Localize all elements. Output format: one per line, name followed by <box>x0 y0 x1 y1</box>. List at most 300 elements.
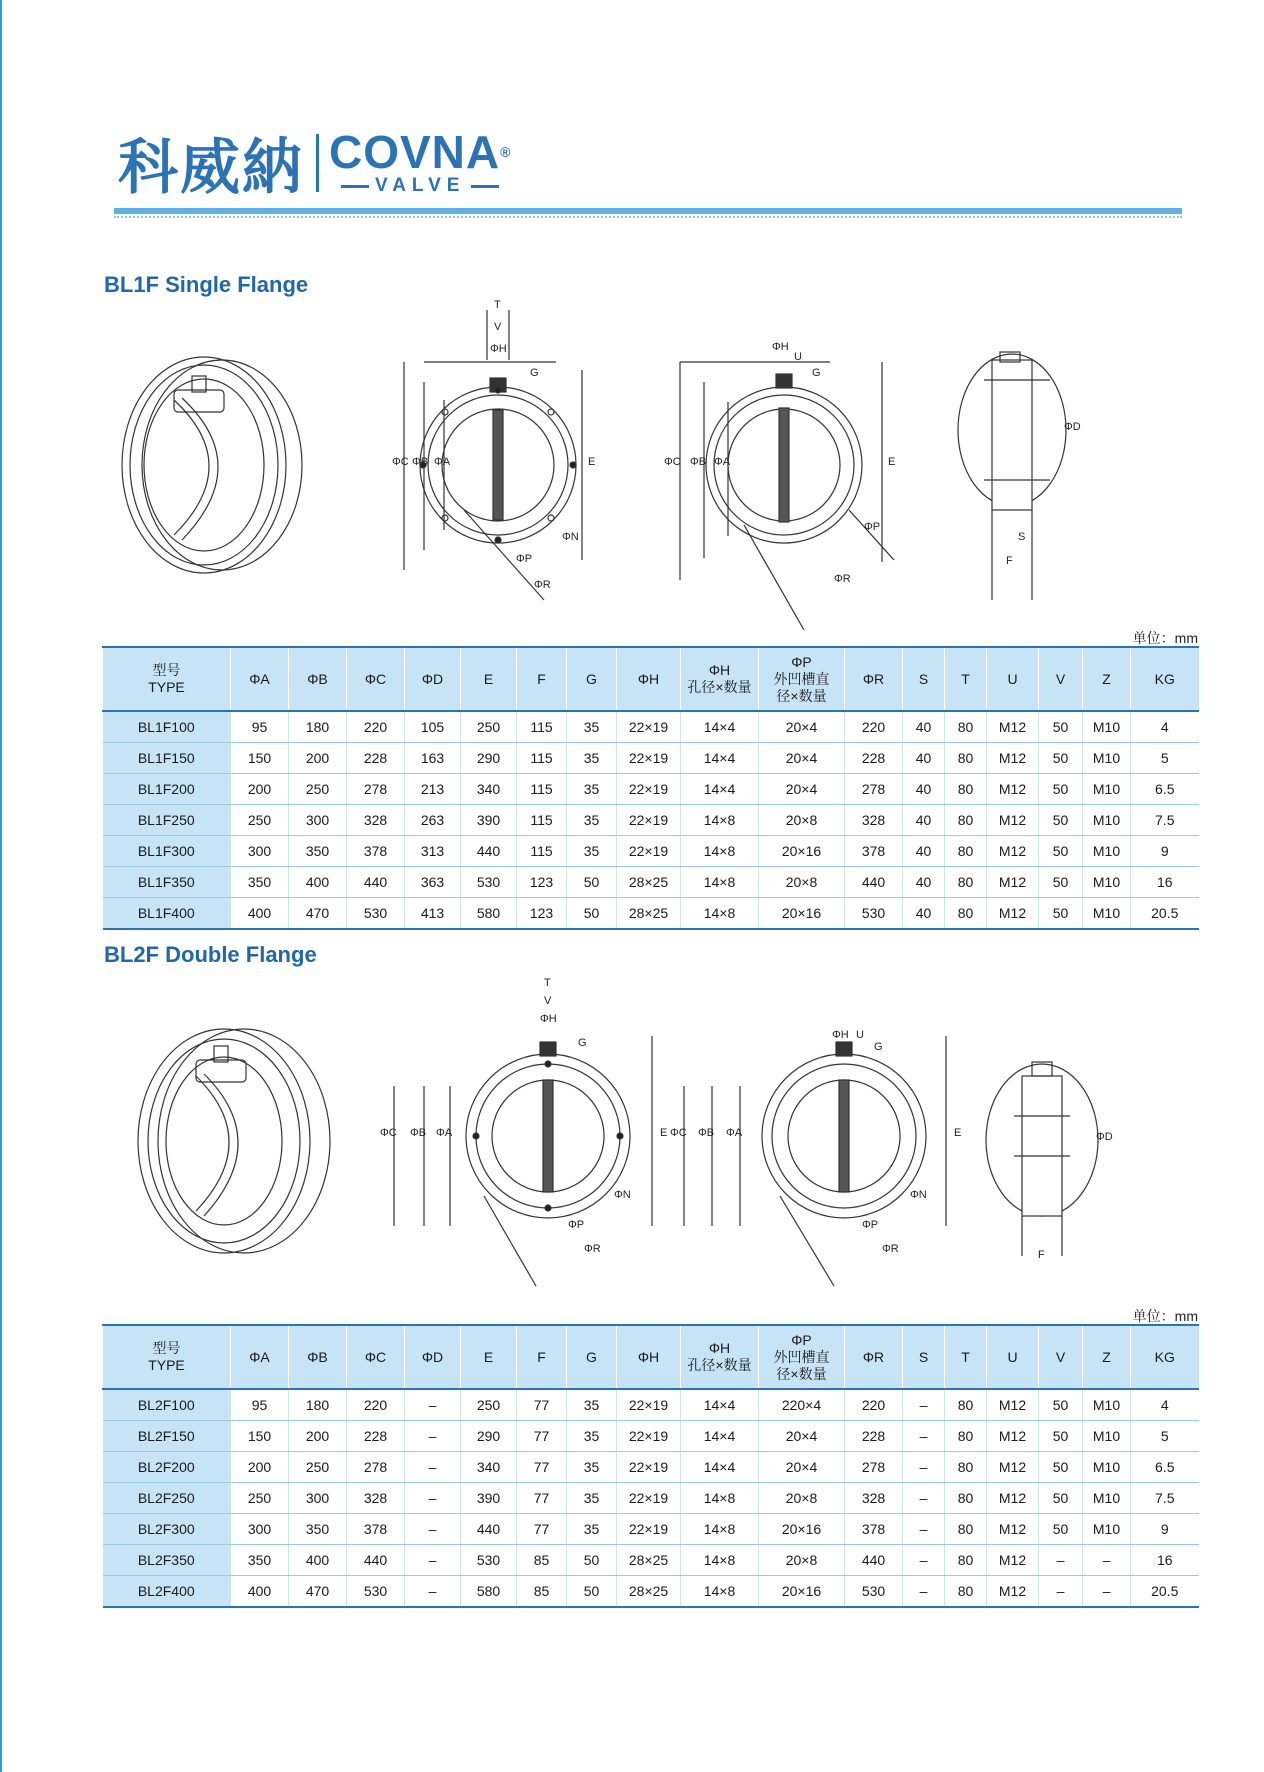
table-cell: 14×8 <box>681 836 759 867</box>
table-cell: M12 <box>987 1452 1039 1483</box>
label-e-2f-2: E <box>954 1127 962 1139</box>
table-row <box>103 1483 1199 1514</box>
table-cell: 105 <box>405 711 461 743</box>
table-cell: 14×4 <box>681 774 759 805</box>
table-cell: 180 <box>289 1389 347 1421</box>
table-cell: 263 <box>405 805 461 836</box>
table-cell: 80 <box>945 1483 987 1514</box>
table-row <box>103 711 1199 743</box>
table-cell: 16 <box>1131 1545 1199 1576</box>
table-cell: 530 <box>845 898 903 930</box>
table-cell: 530 <box>347 1576 405 1608</box>
column-header: ΦH <box>617 647 681 711</box>
table-cell: 340 <box>461 774 517 805</box>
label-f: F <box>1006 555 1013 567</box>
table-cell: 28×25 <box>617 1545 681 1576</box>
table-cell: 22×19 <box>617 805 681 836</box>
table-cell: 20×4 <box>759 1452 845 1483</box>
table-cell: 14×8 <box>681 898 759 930</box>
label-phi-p-2: ΦP <box>864 521 881 533</box>
label-phi-b: ΦB <box>412 456 429 468</box>
table-cell: 180 <box>289 711 347 743</box>
table-cell: – <box>903 1483 945 1514</box>
table-cell: 50 <box>1039 1514 1083 1545</box>
table-cell: – <box>1083 1545 1131 1576</box>
table-cell: 200 <box>289 743 347 774</box>
table-cell: 328 <box>347 805 405 836</box>
table-cell: 50 <box>1039 711 1083 743</box>
label-phi-p-2f-2: ΦP <box>862 1219 879 1231</box>
table-cell: 80 <box>945 898 987 930</box>
table-cell: 400 <box>289 1545 347 1576</box>
table-cell: 80 <box>945 836 987 867</box>
table-cell: M10 <box>1083 774 1131 805</box>
column-header: ΦD <box>405 1325 461 1389</box>
table-cell: 115 <box>517 743 567 774</box>
table-cell: 220 <box>347 1389 405 1421</box>
bl1f-isometric-view <box>122 357 302 573</box>
table-cell: – <box>405 1545 461 1576</box>
table-row <box>103 1514 1199 1545</box>
table-cell: 228 <box>845 743 903 774</box>
table-row <box>103 1576 1199 1608</box>
label-phi-c: ΦC <box>392 456 409 468</box>
column-header: ΦC <box>347 647 405 711</box>
table-cell: 14×4 <box>681 1421 759 1452</box>
table-cell: 40 <box>903 711 945 743</box>
table-cell: 40 <box>903 774 945 805</box>
label-phi-n: ΦN <box>562 531 579 543</box>
label-u: U <box>794 351 802 363</box>
table-cell: 35 <box>567 711 617 743</box>
bl2f-spec-table <box>102 1324 1199 1608</box>
brand-logo <box>118 126 512 203</box>
column-header: ΦP 外凹槽直 径×数量 <box>759 1325 845 1389</box>
table-cell: 14×4 <box>681 711 759 743</box>
table-cell: 50 <box>567 867 617 898</box>
table-cell: 200 <box>289 1421 347 1452</box>
table-cell: 440 <box>347 867 405 898</box>
table-cell: 6.5 <box>1131 1452 1199 1483</box>
table-cell: 20×8 <box>759 1483 845 1514</box>
column-header: KG <box>1131 1325 1199 1389</box>
table-cell: M10 <box>1083 898 1131 930</box>
table-cell: 77 <box>517 1421 567 1452</box>
table-cell: 40 <box>903 805 945 836</box>
table-cell: 213 <box>405 774 461 805</box>
table-cell: – <box>903 1421 945 1452</box>
table-cell: – <box>903 1389 945 1421</box>
column-header: E <box>461 647 517 711</box>
model-cell: BL2F250 <box>103 1483 231 1514</box>
table-cell: 378 <box>845 836 903 867</box>
bl2f-table-body <box>103 1389 1199 1607</box>
label-phi-n-2f-2: ΦN <box>910 1189 927 1201</box>
table-cell: 200 <box>231 774 289 805</box>
table-cell: 80 <box>945 711 987 743</box>
table-cell: 20×4 <box>759 774 845 805</box>
table-cell: 470 <box>289 1576 347 1608</box>
bl1f-header-row <box>103 647 1199 711</box>
label-phi-h: ΦH <box>490 343 507 355</box>
table-cell: 40 <box>903 898 945 930</box>
model-cell: BL2F200 <box>103 1452 231 1483</box>
column-header: E <box>461 1325 517 1389</box>
column-header: ΦB <box>289 647 347 711</box>
table-cell: M10 <box>1083 1514 1131 1545</box>
column-header: 型号 TYPE <box>103 1325 231 1389</box>
table-cell: 35 <box>567 1483 617 1514</box>
bl2f-side-view <box>986 1062 1113 1261</box>
column-header: V <box>1039 1325 1083 1389</box>
model-cell: BL2F300 <box>103 1514 231 1545</box>
table-cell: 7.5 <box>1131 805 1199 836</box>
table-cell: 50 <box>1039 1452 1083 1483</box>
column-header: U <box>987 1325 1039 1389</box>
table-cell: 80 <box>945 805 987 836</box>
label-phi-d-2f: ΦD <box>1096 1131 1113 1143</box>
table-cell: M12 <box>987 743 1039 774</box>
header-dotted-rule <box>114 216 1182 218</box>
table-cell: 530 <box>461 867 517 898</box>
column-header: ΦB <box>289 1325 347 1389</box>
table-cell: 300 <box>289 1483 347 1514</box>
label-g-2f-2: G <box>874 1041 883 1053</box>
table-cell: 20×8 <box>759 867 845 898</box>
label-phi-h-2: ΦH <box>772 341 789 353</box>
table-cell: 35 <box>567 743 617 774</box>
table-cell: – <box>405 1483 461 1514</box>
table-cell: 50 <box>1039 898 1083 930</box>
label-u-2f: U <box>856 1029 864 1041</box>
table-cell: 77 <box>517 1452 567 1483</box>
table-cell: 115 <box>517 805 567 836</box>
label-g-2: G <box>812 367 821 379</box>
table-cell: 20×16 <box>759 1576 845 1608</box>
column-header: ΦH 孔径×数量 <box>681 1325 759 1389</box>
table-row <box>103 867 1199 898</box>
table-cell: – <box>1083 1576 1131 1608</box>
logo-subtitle: VALVE <box>335 175 506 197</box>
label-phi-a: ΦA <box>434 456 451 468</box>
table-cell: 5 <box>1131 1421 1199 1452</box>
column-header: G <box>567 647 617 711</box>
table-cell: M12 <box>987 1514 1039 1545</box>
table-cell: 35 <box>567 805 617 836</box>
column-header: T <box>945 647 987 711</box>
bl1f-front-view-2 <box>664 341 895 630</box>
table-cell: 14×8 <box>681 1514 759 1545</box>
table-cell: M12 <box>987 1545 1039 1576</box>
table-cell: 80 <box>945 1389 987 1421</box>
table-cell: 530 <box>461 1545 517 1576</box>
table-cell: M12 <box>987 867 1039 898</box>
table-cell: – <box>1039 1545 1083 1576</box>
table-cell: 123 <box>517 867 567 898</box>
table-cell: 4 <box>1131 1389 1199 1421</box>
table-cell: 35 <box>567 1421 617 1452</box>
registered-mark: ® <box>500 144 512 160</box>
table-cell: 250 <box>461 1389 517 1421</box>
table-cell: 278 <box>845 1452 903 1483</box>
table-cell: 440 <box>347 1545 405 1576</box>
bl1f-unit-label: 单位：mm <box>1132 630 1198 646</box>
label-f-2f: F <box>1038 1249 1045 1261</box>
label-e: E <box>588 456 596 468</box>
table-row <box>103 1452 1199 1483</box>
bl1f-front-view <box>392 300 595 600</box>
table-cell: 50 <box>567 1576 617 1608</box>
table-row <box>103 1389 1199 1421</box>
table-cell: 50 <box>567 898 617 930</box>
table-cell: 440 <box>845 867 903 898</box>
table-cell: 95 <box>231 1389 289 1421</box>
table-cell: 80 <box>945 1514 987 1545</box>
model-cell: BL1F100 <box>103 711 231 743</box>
table-cell: – <box>405 1514 461 1545</box>
table-cell: 77 <box>517 1514 567 1545</box>
label-phi-r-2: ΦR <box>834 573 851 585</box>
table-cell: 22×19 <box>617 1483 681 1514</box>
column-header: F <box>517 647 567 711</box>
table-row <box>103 1545 1199 1576</box>
table-cell: M10 <box>1083 805 1131 836</box>
logo-english <box>329 126 512 197</box>
table-cell: M12 <box>987 774 1039 805</box>
table-cell: 14×8 <box>681 1483 759 1514</box>
table-cell: 50 <box>1039 867 1083 898</box>
table-cell: 440 <box>461 836 517 867</box>
table-cell: 20×16 <box>759 1514 845 1545</box>
table-cell: 290 <box>461 743 517 774</box>
table-cell: 80 <box>945 743 987 774</box>
column-header: ΦH <box>617 1325 681 1389</box>
table-cell: 278 <box>347 1452 405 1483</box>
label-phi-c-2f: ΦC <box>380 1127 397 1139</box>
column-header: U <box>987 647 1039 711</box>
label-phi-h-2f: ΦH <box>540 1013 557 1025</box>
column-header: ΦR <box>845 1325 903 1389</box>
table-cell: 80 <box>945 1576 987 1608</box>
bl2f-header-row <box>103 1325 1199 1389</box>
table-cell: 22×19 <box>617 711 681 743</box>
label-t: T <box>494 300 501 311</box>
bl1f-table-body <box>103 711 1199 929</box>
table-cell: 14×4 <box>681 1452 759 1483</box>
table-cell: 40 <box>903 836 945 867</box>
label-phi-r-2f: ΦR <box>584 1243 601 1255</box>
table-cell: 9 <box>1131 836 1199 867</box>
table-cell: 363 <box>405 867 461 898</box>
table-cell: – <box>405 1576 461 1608</box>
table-cell: 220×4 <box>759 1389 845 1421</box>
table-cell: 228 <box>347 1421 405 1452</box>
table-cell: 77 <box>517 1483 567 1514</box>
label-phi-b-2: ΦB <box>690 456 707 468</box>
table-cell: M10 <box>1083 836 1131 867</box>
label-g: G <box>530 367 539 379</box>
table-cell: 20×4 <box>759 743 845 774</box>
bl1f-side-view <box>958 352 1081 600</box>
table-cell: 85 <box>517 1576 567 1608</box>
label-phi-a-2: ΦA <box>714 456 731 468</box>
column-header: ΦP 外凹槽直 径×数量 <box>759 647 845 711</box>
column-header: G <box>567 1325 617 1389</box>
label-phi-b-2f: ΦB <box>410 1127 427 1139</box>
table-cell: 228 <box>347 743 405 774</box>
table-cell: 20.5 <box>1131 1576 1199 1608</box>
table-cell: 50 <box>1039 1389 1083 1421</box>
bl1f-spec-table <box>102 646 1199 930</box>
label-phi-c-2f-2: ΦC <box>670 1127 687 1139</box>
table-cell: 278 <box>347 774 405 805</box>
table-cell: 278 <box>845 774 903 805</box>
table-cell: 14×4 <box>681 743 759 774</box>
table-cell: 22×19 <box>617 1421 681 1452</box>
table-cell: 290 <box>461 1421 517 1452</box>
table-cell: – <box>1039 1576 1083 1608</box>
header-rule <box>114 208 1182 214</box>
column-header: T <box>945 1325 987 1389</box>
logo-chinese-name: 科威納 <box>118 133 304 203</box>
table-cell: 400 <box>289 867 347 898</box>
label-s: S <box>1018 531 1026 543</box>
table-cell: 6.5 <box>1131 774 1199 805</box>
label-phi-p-2f: ΦP <box>568 1219 585 1231</box>
table-cell: M10 <box>1083 1389 1131 1421</box>
table-cell: 580 <box>461 898 517 930</box>
table-cell: 77 <box>517 1389 567 1421</box>
table-cell: 16 <box>1131 867 1199 898</box>
logo-brand-name: COVNA® <box>329 126 512 178</box>
table-cell: 400 <box>231 898 289 930</box>
column-header: ΦR <box>845 647 903 711</box>
table-cell: 400 <box>231 1576 289 1608</box>
table-cell: – <box>405 1452 461 1483</box>
table-cell: 40 <box>903 743 945 774</box>
table-cell: 22×19 <box>617 1514 681 1545</box>
table-cell: 80 <box>945 1452 987 1483</box>
table-cell: 250 <box>289 774 347 805</box>
table-cell: 22×19 <box>617 774 681 805</box>
table-cell: – <box>903 1452 945 1483</box>
table-cell: 28×25 <box>617 1576 681 1608</box>
table-row <box>103 743 1199 774</box>
table-cell: 20×8 <box>759 1545 845 1576</box>
table-row <box>103 805 1199 836</box>
table-cell: 313 <box>405 836 461 867</box>
table-cell: 328 <box>347 1483 405 1514</box>
table-cell: 20.5 <box>1131 898 1199 930</box>
table-cell: 378 <box>845 1514 903 1545</box>
table-cell: 300 <box>231 836 289 867</box>
column-header: ΦA <box>231 647 289 711</box>
table-cell: 250 <box>289 1452 347 1483</box>
table-cell: 150 <box>231 1421 289 1452</box>
table-cell: 440 <box>845 1545 903 1576</box>
table-cell: 14×8 <box>681 1576 759 1608</box>
table-cell: 300 <box>231 1514 289 1545</box>
table-cell: 390 <box>461 1483 517 1514</box>
column-header: ΦC <box>347 1325 405 1389</box>
column-header: F <box>517 1325 567 1389</box>
table-cell: 5 <box>1131 743 1199 774</box>
table-cell: 14×8 <box>681 867 759 898</box>
model-cell: BL1F400 <box>103 898 231 930</box>
table-cell: 20×16 <box>759 836 845 867</box>
bl2f-front-view-2 <box>670 1029 961 1286</box>
label-phi-a-2f: ΦA <box>436 1127 453 1139</box>
table-cell: 250 <box>231 1483 289 1514</box>
table-cell: 22×19 <box>617 1389 681 1421</box>
table-cell: 50 <box>1039 805 1083 836</box>
label-phi-b-2f-2: ΦB <box>698 1127 715 1139</box>
table-cell: M12 <box>987 1389 1039 1421</box>
table-row <box>103 898 1199 930</box>
table-cell: 80 <box>945 774 987 805</box>
bl2f-unit-label: 单位：mm <box>1132 1308 1198 1324</box>
table-cell: 28×25 <box>617 867 681 898</box>
label-phi-c-2: ΦC <box>664 456 681 468</box>
table-cell: 115 <box>517 774 567 805</box>
table-cell: 328 <box>845 805 903 836</box>
table-cell: – <box>903 1514 945 1545</box>
column-header: 型号 TYPE <box>103 647 231 711</box>
label-phi-h-2f-2: ΦH <box>832 1029 849 1041</box>
model-cell: BL1F200 <box>103 774 231 805</box>
table-cell: 14×8 <box>681 805 759 836</box>
table-cell: 35 <box>567 1389 617 1421</box>
column-header: S <box>903 1325 945 1389</box>
table-cell: 350 <box>231 867 289 898</box>
table-cell: – <box>405 1421 461 1452</box>
label-v-2f: V <box>544 995 552 1007</box>
table-cell: 250 <box>461 711 517 743</box>
table-cell: 50 <box>1039 774 1083 805</box>
label-e-2: E <box>888 456 896 468</box>
table-cell: 50 <box>1039 836 1083 867</box>
column-header: V <box>1039 647 1083 711</box>
table-cell: 20×8 <box>759 805 845 836</box>
table-cell: 220 <box>845 1389 903 1421</box>
table-cell: 28×25 <box>617 898 681 930</box>
table-cell: 150 <box>231 743 289 774</box>
bl1f-section-title: BL1F Single Flange <box>104 272 309 297</box>
table-cell: 115 <box>517 836 567 867</box>
label-v: V <box>494 321 502 333</box>
table-cell: – <box>903 1545 945 1576</box>
model-cell: BL1F250 <box>103 805 231 836</box>
table-cell: 378 <box>347 1514 405 1545</box>
table-cell: 9 <box>1131 1514 1199 1545</box>
table-row <box>103 836 1199 867</box>
table-cell: 470 <box>289 898 347 930</box>
table-cell: 228 <box>845 1421 903 1452</box>
table-cell: 200 <box>231 1452 289 1483</box>
label-g-2f: G <box>578 1037 587 1049</box>
table-cell: 220 <box>845 711 903 743</box>
table-cell: 80 <box>945 1421 987 1452</box>
table-cell: 35 <box>567 1452 617 1483</box>
table-cell: 350 <box>289 836 347 867</box>
table-cell: 530 <box>845 1576 903 1608</box>
table-cell: 50 <box>567 1545 617 1576</box>
table-cell: 7.5 <box>1131 1483 1199 1514</box>
table-cell: 14×4 <box>681 1389 759 1421</box>
label-phi-r: ΦR <box>534 579 551 591</box>
table-cell: 220 <box>347 711 405 743</box>
table-cell: 163 <box>405 743 461 774</box>
